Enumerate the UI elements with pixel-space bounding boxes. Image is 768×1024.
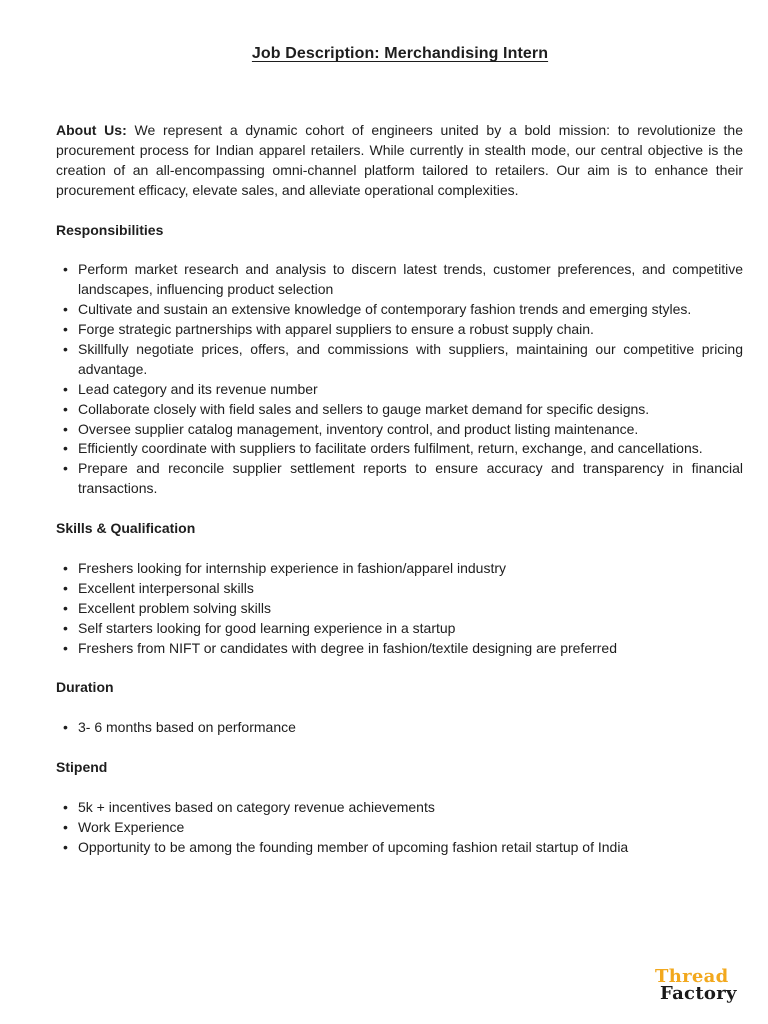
bullet-icon: • <box>63 321 68 338</box>
document-body <box>56 121 743 857</box>
list-item-text: Lead category and its revenue number <box>78 380 318 397</box>
list-item <box>56 798 743 818</box>
list-item-text: Work Experience <box>78 818 185 835</box>
about-label: About Us: <box>56 122 127 138</box>
list-item <box>56 559 743 579</box>
duration-heading: Duration <box>56 679 114 696</box>
about-text: We represent a dynamic cohort of engineers united by a bold mission: to revolutionize the procurement process for Indian apparel retailers. While currently in stealth mode, our central objective is the creation of an all-encompassing omni-channel platform tailored to retailers. Our aim is to enhance their procurement efficacy, elevate sales, and alleviate operational complexities. <box>56 122 743 198</box>
list-item <box>56 420 743 440</box>
list-item-text: 5k + incentives based on category revenue achievements <box>78 798 435 815</box>
list-item <box>56 639 743 659</box>
list-item-text: Collaborate closely with field sales and sellers to gauge market demand for specific designs. <box>78 400 650 417</box>
list-item <box>56 340 743 380</box>
bullet-icon: • <box>63 440 68 457</box>
about-paragraph <box>56 121 743 201</box>
list-item-text: Freshers looking for internship experience in fashion/apparel industry <box>78 559 507 576</box>
list-item <box>56 300 743 320</box>
responsibilities-section <box>56 221 743 500</box>
logo-line-thread: Thread <box>655 966 729 987</box>
bullet-icon: • <box>63 261 68 278</box>
skills-heading: Skills & Qualification <box>56 520 196 537</box>
list-item-text: Freshers from NIFT or candidates with degree in fashion/textile designing are preferred <box>78 639 618 656</box>
bullet-icon: • <box>63 619 68 636</box>
bullet-icon: • <box>63 838 68 855</box>
list-item <box>56 320 743 340</box>
bullet-icon: • <box>63 400 68 417</box>
list-item-text: Self starters looking for good learning experience in a startup <box>78 619 456 636</box>
duration-section <box>56 678 743 738</box>
list-item <box>56 838 743 858</box>
bullet-icon: • <box>63 460 68 477</box>
responsibilities-list <box>56 260 743 499</box>
list-item-text: Excellent interpersonal skills <box>78 579 254 596</box>
list-item-text: Cultivate and sustain an extensive knowledge of contemporary fashion trends and emerging styles. <box>78 301 692 318</box>
bullet-icon: • <box>63 719 68 736</box>
bullet-icon: • <box>63 579 68 596</box>
list-item <box>56 439 743 459</box>
bullet-icon: • <box>63 380 68 397</box>
bullet-icon: • <box>63 340 68 357</box>
list-item <box>56 818 743 838</box>
responsibilities-heading: Responsibilities <box>56 221 164 238</box>
list-item-text: Perform market research and analysis to discern latest trends, customer preferences, and competitive landscapes, influencing product selection <box>78 261 743 298</box>
stipend-list <box>56 798 743 858</box>
thread-factory-logo <box>652 966 752 1006</box>
duration-list <box>56 718 743 738</box>
logo-line-factory: Factory <box>660 983 737 1004</box>
page-title-text: Job Description: Merchandising Intern <box>251 45 549 62</box>
list-item-text: Prepare and reconcile supplier settlement reports to ensure accuracy and transparency in financial transactions. <box>78 460 743 497</box>
stipend-heading: Stipend <box>56 758 108 775</box>
list-item-text: Oversee supplier catalog management, inventory control, and product listing maintenance. <box>78 420 639 437</box>
skills-section <box>56 519 743 658</box>
list-item <box>56 599 743 619</box>
list-item-text: Opportunity to be among the founding member of upcoming fashion retail startup of India <box>78 838 629 855</box>
page-title <box>0 45 768 63</box>
list-item-text: 3- 6 months based on performance <box>78 719 296 736</box>
list-item <box>56 619 743 639</box>
list-item-text: Skillfully negotiate prices, offers, and commissions with suppliers, maintaining our competitive pricing advantage. <box>78 340 743 377</box>
bullet-icon: • <box>63 559 68 576</box>
bullet-icon: • <box>63 599 68 616</box>
stipend-section <box>56 758 743 858</box>
list-item <box>56 579 743 599</box>
bullet-icon: • <box>63 639 68 656</box>
list-item <box>56 380 743 400</box>
list-item <box>56 459 743 499</box>
bullet-icon: • <box>63 420 68 437</box>
list-item <box>56 260 743 300</box>
bullet-icon: • <box>63 798 68 815</box>
list-item <box>56 718 743 738</box>
bullet-icon: • <box>63 301 68 318</box>
list-item-text: Efficiently coordinate with suppliers to facilitate orders fulfilment, return, exchange, and cancellations. <box>78 440 703 457</box>
list-item <box>56 400 743 420</box>
list-item-text: Excellent problem solving skills <box>78 599 271 616</box>
bullet-icon: • <box>63 818 68 835</box>
list-item-text: Forge strategic partnerships with apparel suppliers to ensure a robust supply chain. <box>78 321 594 338</box>
skills-list <box>56 559 743 659</box>
